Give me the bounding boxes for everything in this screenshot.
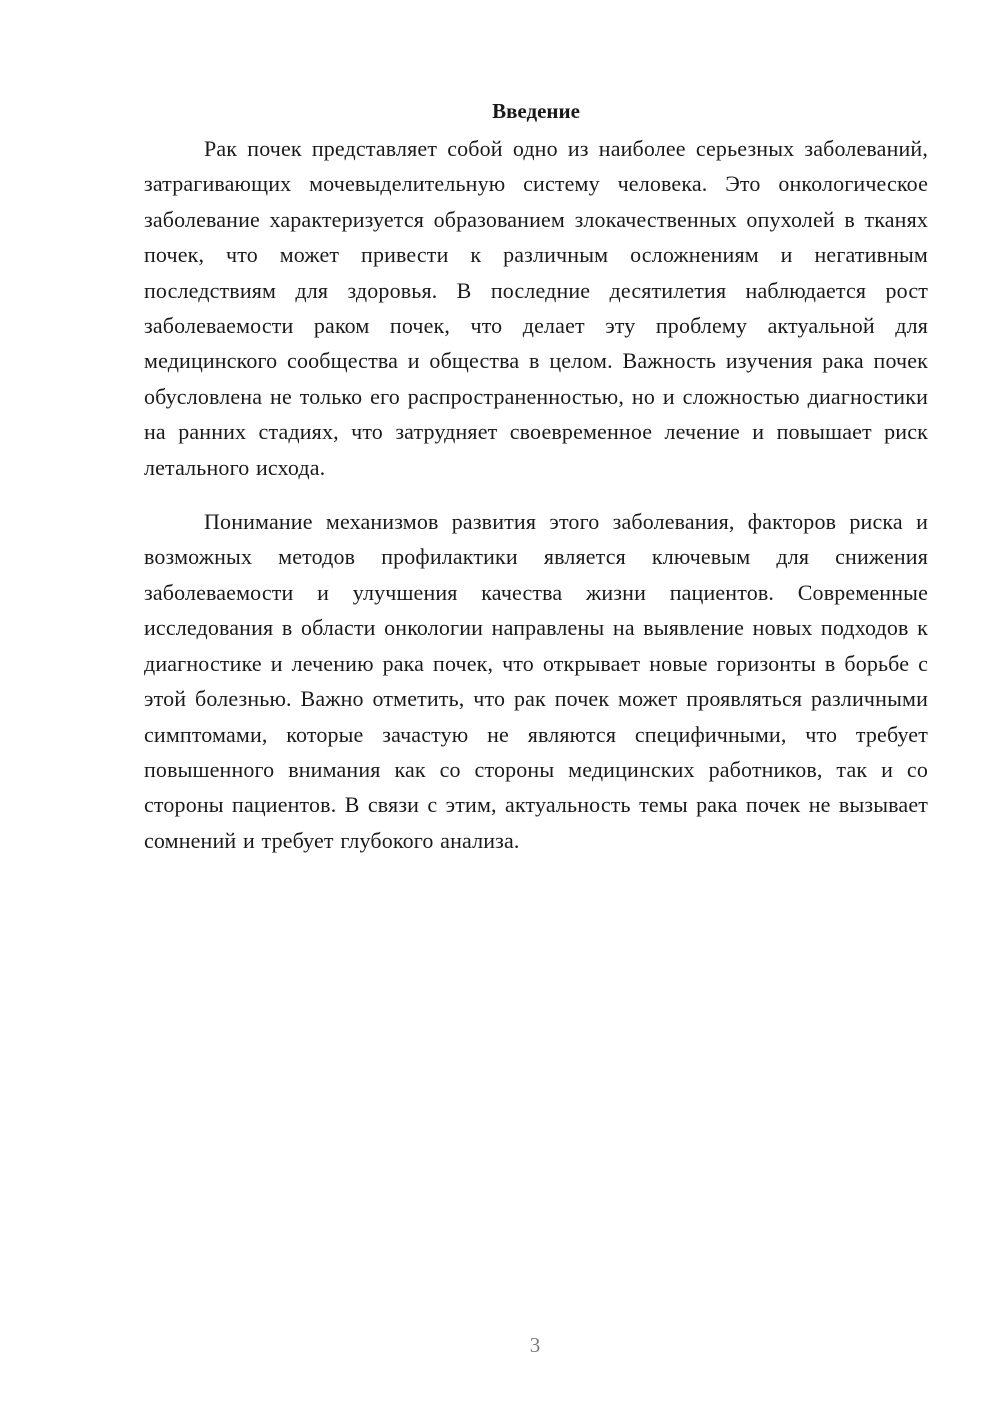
paragraph-2: Понимание механизмов развития этого заболевания, факторов риска и возможных методов профилактики является ключевым для снижения заболеваемости и улучшения качества жизни пациентов. Современные исследования в области онкологии направлены на выявление новых подходов к диагностике и лечению рака почек, что открывает новые горизонты в борьбе с этой болезнью. Важно отметить, что рак почек может проявляться различными симптомами, которые зачастую не являются специфичными, что требует повышенного внимания как со стороны медицинских работников, так и со стороны пациентов. В связи с этим, актуальность темы рака почек не вызывает сомнений и требует глубокого анализа. [144, 509, 928, 853]
section-title: Введение [492, 99, 580, 123]
page-content [144, 96, 928, 858]
page-number: 3 [529, 1333, 541, 1357]
paragraph-1: Рак почек представляет собой одно из наиболее серьезных заболеваний, затрагивающих мочевыделительную систему человека. Это онкологическое заболевание характеризуется образованием злокачественных опухолей в тканях почек, что может привести к различным осложнениям и негативным последствиям для здоровья. В последние десятилетия наблюдается рост заболеваемости раком почек, что делает эту проблему актуальной для медицинского сообщества и общества в целом. Важность изучения рака почек обусловлена не только его распространенностью, но и сложностью диагностики на ранних стадиях, что затрудняет своевременное лечение и повышает риск летального исхода. [144, 136, 928, 480]
